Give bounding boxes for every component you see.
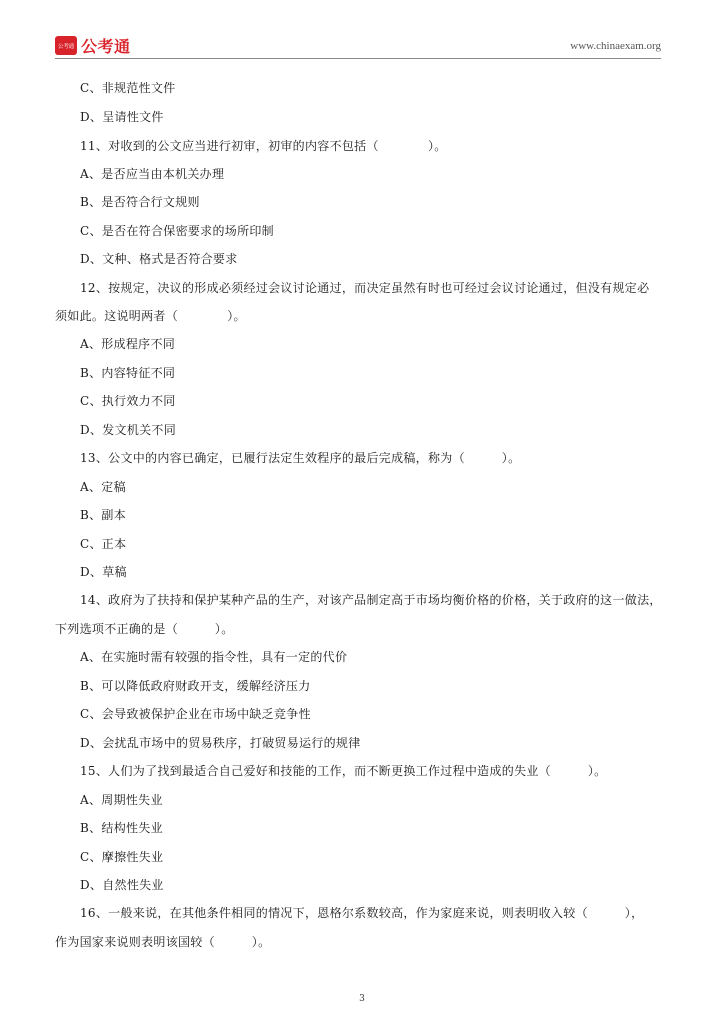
option-c: C、是否在符合保密要求的场所印制 xyxy=(80,224,274,238)
option-a: A、定稿 xyxy=(80,480,126,494)
option-b: B、是否符合行文规则 xyxy=(80,195,200,209)
page-header xyxy=(55,34,661,58)
option-d: D、自然性失业 xyxy=(80,878,164,892)
logo xyxy=(55,34,131,57)
option-a: A、周期性失业 xyxy=(80,793,163,807)
option-d: D、会扰乱市场中的贸易秩序，打破贸易运行的规律 xyxy=(80,736,361,750)
option-d: D、发文机关不同 xyxy=(80,423,177,437)
option-b: B、可以降低政府财政开支，缓解经济压力 xyxy=(80,679,311,693)
site-url: www.chinaexam.org xyxy=(570,40,661,52)
option-c: C、执行效力不同 xyxy=(80,394,176,408)
question-12: 12、按规定，决议的形成必须经过会议讨论通过，而决定虽然有时也可经过会议讨论通过，但没有规定必 xyxy=(80,281,650,295)
option-d: D、草稿 xyxy=(80,565,127,579)
option-b: B、结构性失业 xyxy=(80,821,163,835)
option-d: D、文种、格式是否符合要求 xyxy=(80,252,238,266)
question-14-continued: 下列选项不正确的是（ ）。 xyxy=(55,622,234,636)
option-c: C、正本 xyxy=(80,537,127,551)
question-15: 15、人们为了找到最适合自己爱好和技能的工作，而不断更换工作过程中造成的失业（ ）。 xyxy=(80,764,607,778)
logo-text: 公考通 xyxy=(81,37,131,56)
question-13: 13、公文中的内容已确定，已履行法定生效程序的最后完成稿，称为（ ）。 xyxy=(80,451,521,465)
question-11: 11、对收到的公文应当进行初审，初审的内容不包括（ ）。 xyxy=(80,139,447,153)
question-16-continued: 作为国家来说则表明该国较（ ）。 xyxy=(55,935,271,949)
option-a: A、在实施时需有较强的指令性，具有一定的代价 xyxy=(80,650,348,664)
option-b: B、副本 xyxy=(80,508,127,522)
option-b: B、内容特征不同 xyxy=(80,366,176,380)
logo-mark: 公考通 xyxy=(55,36,77,55)
option-a: A、是否应当由本机关办理 xyxy=(80,167,225,181)
option-c: C、非规范性文件 xyxy=(80,81,176,95)
question-12-continued: 须如此。这说明两者（ ）。 xyxy=(55,309,246,323)
option-a: A、形成程序不同 xyxy=(80,337,176,351)
page-number: 3 xyxy=(359,994,365,1004)
question-14: 14、政府为了扶持和保护某种产品的生产，对该产品制定高于市场均衡价格的价格，关于政府的这一做法， xyxy=(80,593,662,607)
header-divider xyxy=(55,58,661,59)
question-16: 16、一般来说，在其他条件相同的情况下，恩格尔系数较高，作为家庭来说，则表明收入较（ ）， xyxy=(80,906,644,920)
option-c: C、摩擦性失业 xyxy=(80,850,164,864)
option-d: D、呈请性文件 xyxy=(80,110,164,124)
option-c: C、会导致被保护企业在市场中缺乏竞争性 xyxy=(80,707,311,721)
